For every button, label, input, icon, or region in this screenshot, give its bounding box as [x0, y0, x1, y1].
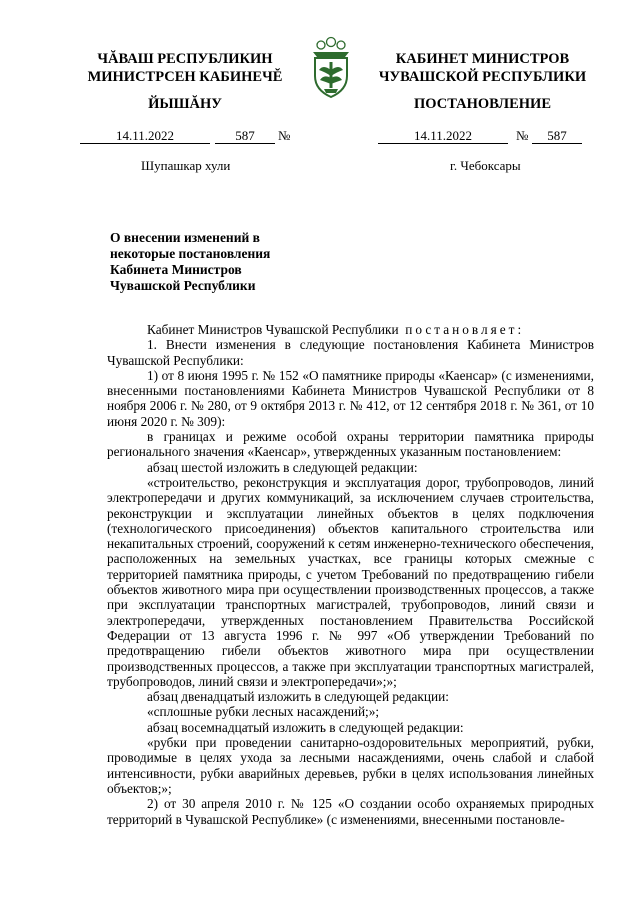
document-type-russian: ПОСТАНОВЛЕНИЕ: [413, 96, 551, 112]
header-right-line2: ЧУВАШСКОЙ РЕСПУБЛИКИ: [378, 69, 587, 85]
body-paragraph: «рубки при проведении санитарно-оздоровительных мероприятий, рубки, проводимые в целях ухода за лесными насаждениями, очень слабой и слабой интенсивности, рубки аварийных деревьев, рубки в целях использования линейных объектов;»;: [107, 735, 594, 796]
body-paragraph: в границах и режиме особой охраны территории памятника природы регионального значения «Каенсар», утвержденных указанным постановлением:: [107, 429, 594, 460]
right-number-sign: №: [516, 128, 529, 143]
place-russian: г. Чебоксары: [450, 158, 521, 173]
body-paragraph: абзац восемнадцатый изложить в следующей редакции:: [147, 719, 464, 735]
header-left-organization: [70, 50, 300, 86]
left-number: 587: [215, 128, 275, 144]
document-type-chuvash: ЙЫШĂНУ: [148, 96, 222, 112]
intro-text: Кабинет Министров Чувашской Республики: [147, 322, 399, 337]
document-subject: О внесении изменений в некоторые постановления Кабинета Министров Чувашской Республики: [110, 230, 271, 293]
body-paragraph: 2) от 30 апреля 2010 г. № 125 «О создании особо охраняемых природных территорий в Чувашской Республике» (с изменениями, внесенными постановле-: [107, 796, 594, 827]
header-right-organization: [365, 50, 600, 86]
right-number: 587: [532, 128, 582, 144]
body-paragraph: абзац шестой изложить в следующей редакции:: [147, 459, 418, 475]
coat-of-arms-chuvashia-icon: [298, 36, 364, 102]
intro-spaced-verb: постановляет:: [405, 322, 525, 337]
intro-paragraph: [107, 322, 594, 337]
header-left-line1: ЧĂВАШ РЕСПУБЛИКИН: [97, 51, 273, 67]
place-chuvash: Шупашкар хули: [141, 158, 231, 173]
header-left-line2: МИНИСТРСЕН КАБИНЕЧĔ: [87, 69, 283, 85]
left-number-sign: №: [278, 128, 291, 143]
body-paragraph: абзац двенадцатый изложить в следующей редакции:: [147, 689, 449, 705]
body-paragraph: «сплошные рубки лесных насаждений;»;: [147, 704, 380, 720]
header-right-line1: КАБИНЕТ МИНИСТРОВ: [395, 51, 570, 67]
body-paragraph: 1) от 8 июня 1995 г. № 152 «О памятнике природы «Каенсар» (с изменениями, внесенными постановлениями Кабинета Министров Чувашской Республики от 8 ноября 2006 г. № 280, от 9 октября 2013 г. № 412, от 12 сентября 2018 г. № 361, от 10 июня 2020 г. № 309):: [107, 367, 594, 429]
right-date: 14.11.2022: [378, 128, 508, 144]
body-paragraph: «строительство, реконструкция и эксплуатация дорог, трубопроводов, линий электропередачи и других коммуникаций, за исключением случаев строительства, реконструкции и эксплуатации линейных объектов в целях подключения (технологического присоединения) объектов капитального строительства или некапитальных строений, сооружений к сетям инженерно-технического обеспечения, расположенных на земельных участках, все границы которых смежные с территорией памятника природы, с учетом Требований по предотвращению гибели объектов животного мира при осуществлении производственных процессов, а также при эксплуатации транспортных магистралей, трубопроводов, линий связи и электропередачи, утвержденных постановлением Правительства Российской Федерации от 13 августа 1996 г. № 997 «Об утверждении Требований по предотвращению гибели объектов животного мира при осуществлении производственных процессов, а также при эксплуатации транспортных магистралей, трубопроводов, линий связи и электропередачи»;»;: [107, 474, 594, 689]
document-body: [107, 322, 594, 827]
left-date: 14.11.2022: [80, 128, 210, 144]
body-paragraph: 1. Внести изменения в следующие постановления Кабинета Министров Чувашской Республики:: [107, 337, 594, 368]
